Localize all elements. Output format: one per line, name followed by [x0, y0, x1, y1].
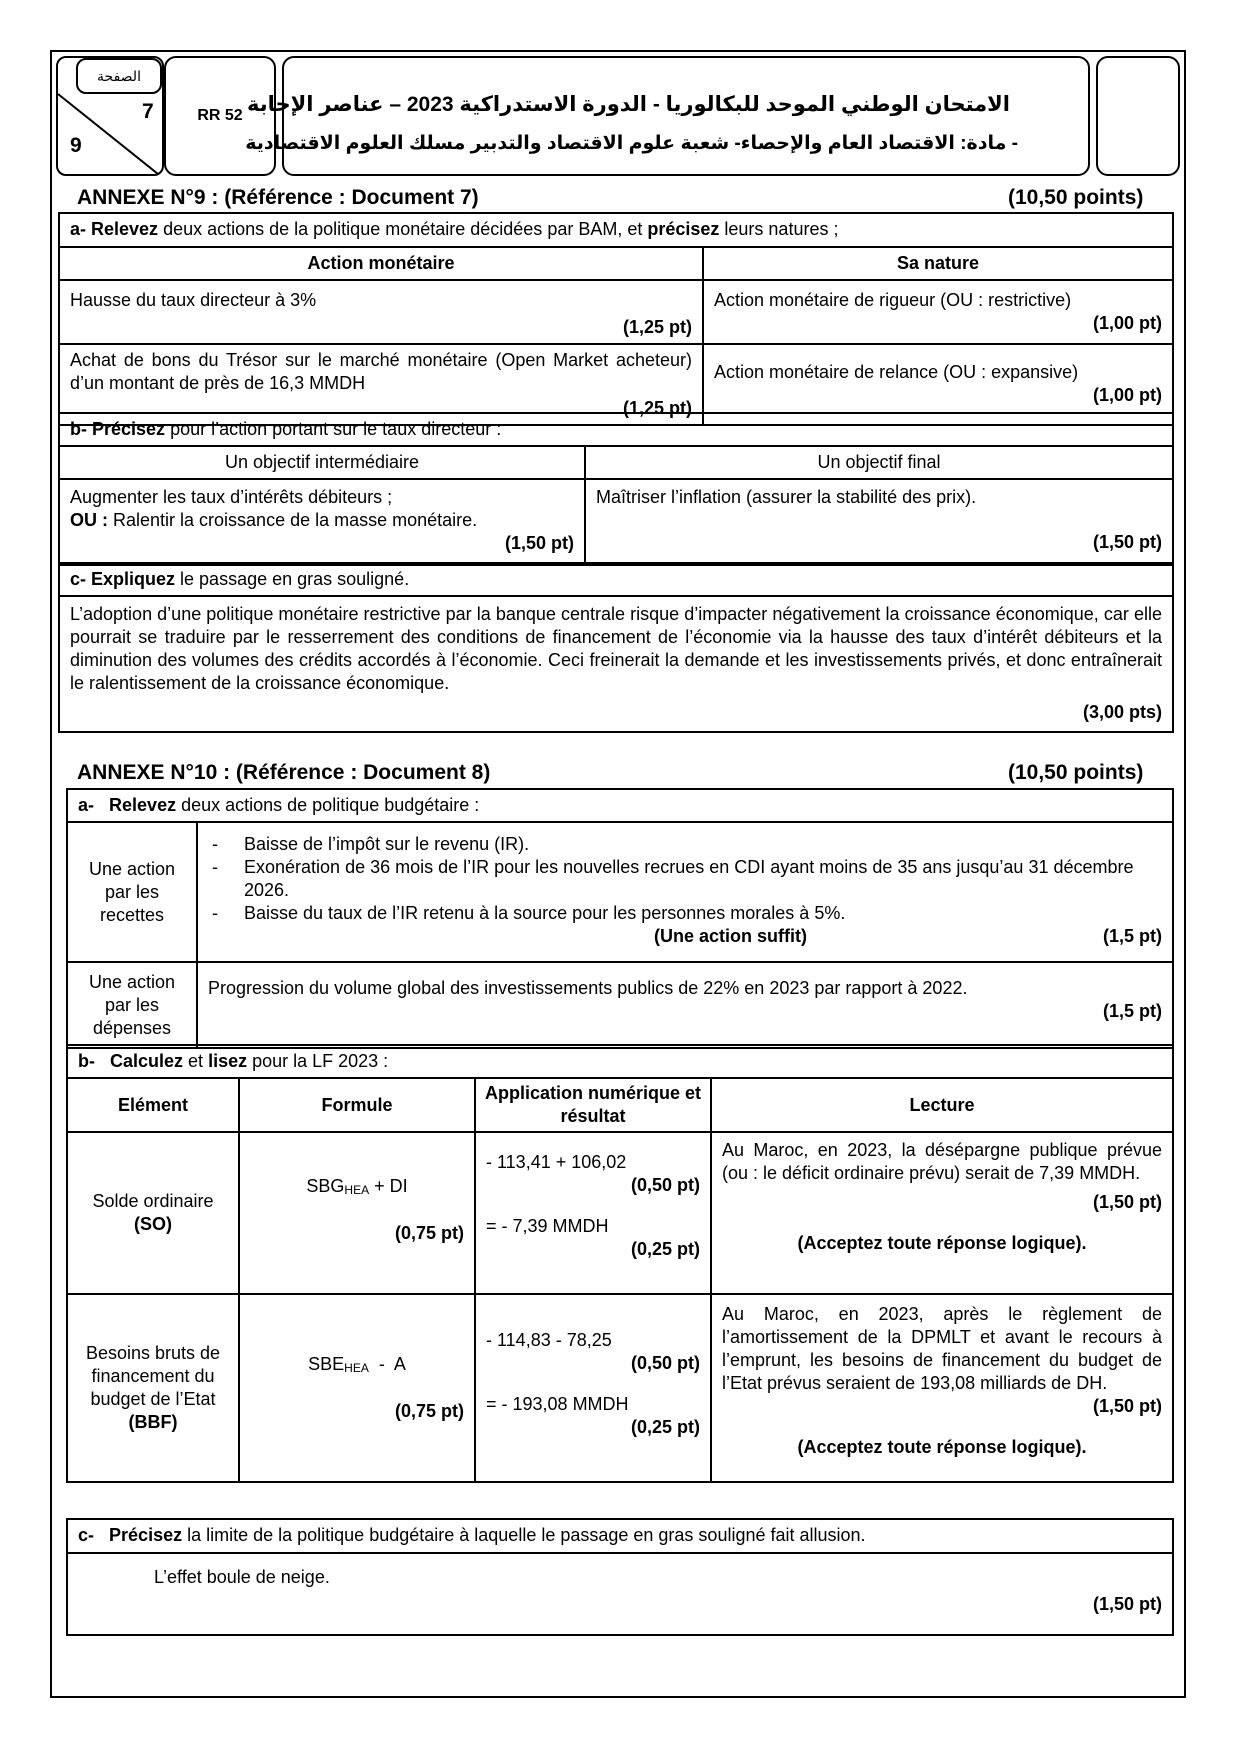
element-abbr: (BBF): [128, 1412, 178, 1432]
question-verb: lisez: [208, 1051, 248, 1071]
nature-text: Action monétaire de rigueur (OU : restrictive): [714, 290, 1072, 310]
formula-cell: [239, 1132, 475, 1294]
action-text: Hausse du taux directeur à 3%: [70, 290, 317, 310]
formula-rest: - A: [368, 1354, 406, 1374]
formula-main: SBE: [308, 1354, 345, 1374]
points-label: (1,5 pt): [1103, 1001, 1163, 1021]
formula-cell: [239, 1294, 475, 1482]
question-verb: précisez: [647, 219, 720, 239]
table-cell: [59, 280, 703, 344]
col-header-application: Application numérique et résultat: [475, 1078, 711, 1132]
points-label: (1,50 pt): [1092, 1192, 1162, 1212]
blank-header-box: [1096, 56, 1180, 176]
col-header-action: Action monétaire: [59, 247, 703, 280]
note-label: (Acceptez toute réponse logique).: [797, 1437, 1087, 1457]
points-label: (1,50 pt): [1092, 1396, 1162, 1416]
question-prefix: c-: [70, 569, 92, 589]
question-verb: Expliquez: [91, 569, 176, 589]
table-cell: [197, 962, 1173, 1048]
lecture-cell: [711, 1132, 1173, 1294]
question-verb: Précisez: [92, 419, 166, 439]
ref-code: RR 52: [197, 107, 243, 124]
annexe10-points: (10,50 points): [1008, 761, 1144, 784]
exam-title: الامتحان الوطني الموحد للبكالوريا - الدورة الاستدراكية 2023 – عناصر الإجابة: [247, 93, 1010, 116]
table-cell: [59, 479, 585, 565]
formula-main: SBG: [306, 1176, 345, 1196]
page-label: الصفحة: [97, 68, 141, 84]
application-cell: [475, 1132, 711, 1294]
subject-line: - مادة: الاقتصاد العام والإحصاء- شعبة علوم الاقتصاد والتدبير مسلك العلوم الاقتصادية: [245, 133, 1018, 154]
result-text: = - 7,39 MMDH: [486, 1216, 609, 1236]
question-verb: Calculez: [110, 1051, 184, 1071]
annexe9-b-question: [59, 413, 1173, 446]
points-label: (0,25 pt): [630, 1417, 700, 1437]
note-label: (Une action suffit): [654, 926, 807, 946]
annexe10-title: ANNEXE N°10 : (Référence : Document 8): [77, 761, 491, 784]
answer-text: L’effet boule de neige.: [154, 1567, 330, 1587]
page-label-box: [76, 58, 162, 94]
col-header-nature: Sa nature: [703, 247, 1173, 280]
intermediate-objective-alt: Ralentir la croissance de la masse monétaire.: [108, 510, 478, 530]
question-text: leurs natures ;: [719, 219, 839, 239]
question-text: et: [183, 1051, 209, 1071]
annexe9-c-question: [59, 563, 1173, 596]
annexe10-b-table: [66, 1044, 1174, 1483]
annexe9-points: (10,50 points): [1008, 186, 1144, 209]
points-label: (0,75 pt): [394, 1223, 464, 1243]
lecture-text: Au Maroc, en 2023, la désépargne publique prévue (ou : le déficit ordinaire prévu) serait de 7,39 MMDH.: [722, 1140, 1162, 1183]
page-current: 7: [142, 100, 154, 123]
title-box: [245, 56, 1090, 176]
question-prefix: a-: [78, 795, 95, 815]
question-verb: Relevez: [91, 219, 159, 239]
intermediate-objective: Augmenter les taux d’intérêts débiteurs ;: [70, 487, 393, 507]
element-name: Besoins bruts de financement du budget de l’Etat: [85, 1343, 221, 1409]
element-name: Solde ordinaire: [92, 1191, 214, 1211]
points-label: (1,25 pt): [622, 317, 692, 337]
annexe10-c-table: [66, 1518, 1174, 1636]
formula-subscript: HEA: [344, 1183, 370, 1197]
list-item: - Exonération de 36 mois de l’IR pour les nouvelles recrues en CDI ayant moins de 35 ans jusqu’au 31 décembre 2026.: [208, 856, 1162, 902]
list-item: - Baisse du taux de l’IR retenu à la source pour les personnes morales à 5%.: [208, 902, 1162, 925]
col-header-element: Elément: [67, 1078, 239, 1132]
annexe9-c-table: [58, 562, 1174, 733]
question-text: deux actions de politique budgétaire :: [176, 795, 480, 815]
calc-text: - 114,83 - 78,25: [486, 1330, 612, 1350]
points-label: (1,5 pt): [1103, 926, 1163, 946]
table-cell: [703, 280, 1173, 344]
col-header-final: Un objectif final: [585, 446, 1173, 479]
depenses-text: Progression du volume global des investissements publics de 22% en 2023 par rapport à 2022.: [208, 978, 968, 998]
points-label: (1,50 pt): [1092, 1594, 1162, 1614]
annexe9-b-table: [58, 412, 1174, 566]
question-verb: Relevez: [109, 795, 177, 815]
col-header-intermediate: Un objectif intermédiaire: [59, 446, 585, 479]
table-cell: [585, 479, 1173, 565]
recettes-list: [208, 833, 1162, 925]
points-label: (0,25 pt): [630, 1239, 700, 1259]
question-text: pour l’action portant sur le taux directeur :: [165, 419, 502, 439]
points-label: (1,50 pt): [504, 533, 574, 553]
annexe10-a-question: [67, 789, 1173, 822]
recettes-label: Une action par les recettes: [67, 822, 197, 962]
table-cell: [197, 822, 1173, 962]
lecture-cell: [711, 1294, 1173, 1482]
question-text: le passage en gras souligné.: [175, 569, 410, 589]
element-cell: [67, 1294, 239, 1482]
points-label: (1,00 pt): [1092, 385, 1162, 405]
points-label: (0,75 pt): [394, 1401, 464, 1421]
element-abbr: (SO): [134, 1214, 172, 1234]
points-label: (1,00 pt): [1092, 313, 1162, 333]
calc-text: - 113,41 + 106,02: [486, 1152, 627, 1172]
points-label: (0,50 pt): [630, 1175, 700, 1195]
lecture-text: Au Maroc, en 2023, après le règlement de l’amortissement de la DPMLT et avant le recours à l’emprunt, les besoins de financement du budget de l’Etat prévus seraient de 193,08 milliards de DH.: [722, 1304, 1162, 1393]
question-text: deux actions de la politique monétaire décidées par BAM, et: [158, 219, 648, 239]
list-item: - Baisse de l’impôt sur le revenu (IR).: [208, 833, 1162, 856]
points-label: (3,00 pts): [1082, 702, 1162, 722]
formula: [250, 1353, 464, 1380]
page-total: 9: [70, 134, 82, 157]
question-prefix: c-: [78, 1525, 95, 1545]
question-text: la limite de la politique budgétaire à laquelle le passage en gras souligné fait allusion.: [182, 1525, 866, 1545]
formula: [250, 1175, 464, 1202]
points-label: (1,25 pt): [622, 398, 692, 418]
annexe9-a-table: [58, 212, 1174, 426]
annexe9-title: ANNEXE N°9 : (Référence : Document 7): [77, 186, 479, 209]
annexe9-a-question: [59, 213, 1173, 247]
question-prefix: a-: [70, 219, 92, 239]
annexe10-a-table: [66, 788, 1174, 1049]
application-cell: [475, 1294, 711, 1482]
col-header-formula: Formule: [239, 1078, 475, 1132]
table-cell: [67, 1553, 1173, 1635]
points-label: (0,50 pt): [630, 1353, 700, 1373]
question-verb: Précisez: [109, 1525, 183, 1545]
points-label: (1,50 pt): [1092, 532, 1162, 552]
final-objective: Maîtriser l’inflation (assurer la stabilité des prix).: [596, 487, 977, 507]
formula-subscript: HEA: [344, 1361, 369, 1375]
question-prefix: b-: [70, 419, 92, 439]
formula-rest: + DI: [369, 1176, 408, 1196]
annexe10-c-question: [67, 1519, 1173, 1553]
depenses-label: Une action par les dépenses: [67, 962, 197, 1048]
or-label: OU :: [70, 510, 108, 530]
action-text: Achat de bons du Trésor sur le marché monétaire (Open Market acheteur) d’un montant de près de 16,3 MMDH: [70, 350, 692, 393]
col-header-lecture: Lecture: [711, 1078, 1173, 1132]
question-prefix: b-: [78, 1051, 95, 1071]
table-cell: [59, 596, 1173, 732]
result-text: = - 193,08 MMDH: [486, 1394, 629, 1414]
nature-text: Action monétaire de relance (OU : expansive): [714, 362, 1079, 382]
explanation-text: L’adoption d’une politique monétaire restrictive par la banque centrale risque d’impacter négativement la croissance économique, car elle pourrait se traduire par le resserrement des conditions de financement de l’économie via la hausse des taux d’intérêt débiteurs et la diminution des volumes des crédits accordés à l’économie. Ceci freinerait la demande et les investissements privés, et donc entraînerait le ralentissement de la croissance économique.: [70, 604, 1162, 693]
annexe10-b-question: [67, 1045, 1173, 1078]
element-cell: [67, 1132, 239, 1294]
question-text: pour la LF 2023 :: [247, 1051, 389, 1071]
note-label: (Acceptez toute réponse logique).: [797, 1233, 1087, 1253]
